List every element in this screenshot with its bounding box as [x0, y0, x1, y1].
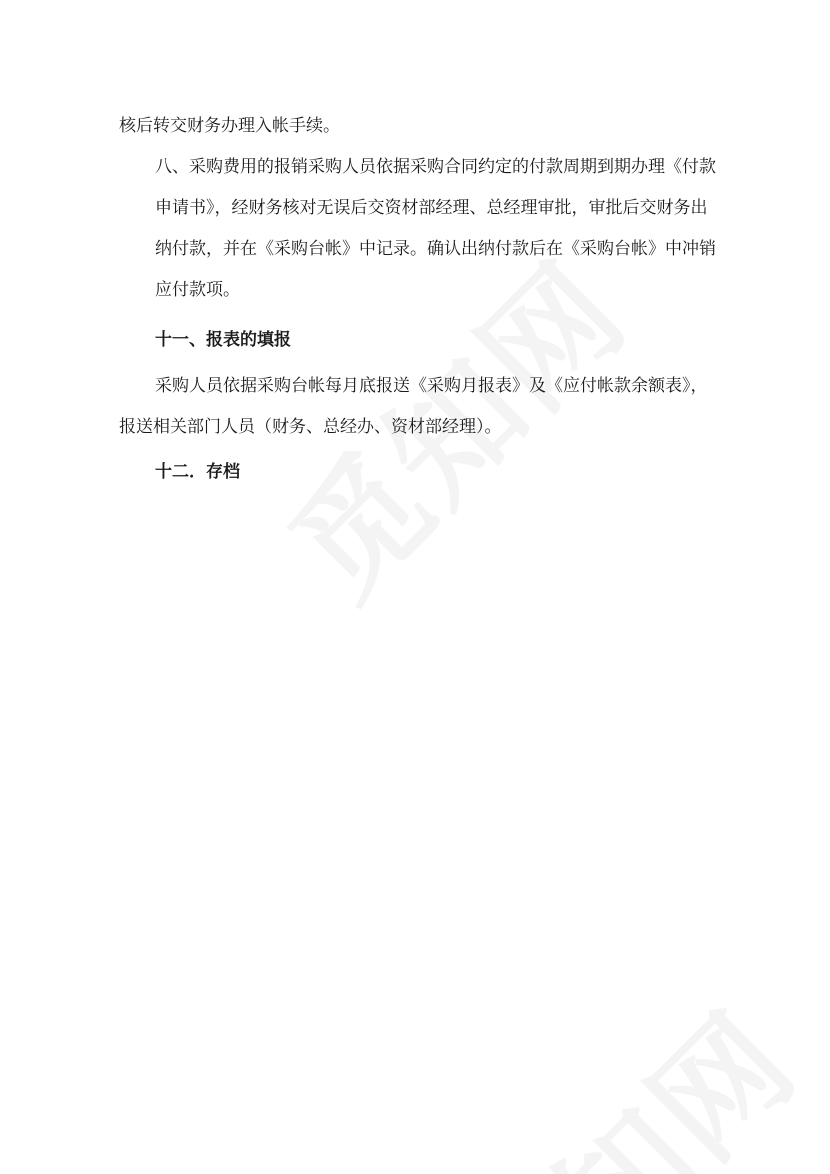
section-heading-twelve: 十二．存档 — [155, 462, 240, 482]
watermark-logo — [413, 965, 829, 1174]
paragraph-eleven-line-2: 报送相关部门人员（财务、总经办、资材部经理）。 — [119, 417, 502, 437]
section-heading-eleven: 十一、报表的填报 — [155, 330, 291, 350]
paragraph-eight-line-3: 纳付款，并在《采购台帐》中记录。确认出纳付款后在《采购台帐》中冲销 — [155, 239, 716, 259]
body-text-line: 核后转交财务办理入帐手续。 — [119, 116, 340, 136]
paragraph-eleven-line-1: 采购人员依据采购台帐每月底报送《采购月报表》及《应付帐款余额表》， — [155, 376, 708, 396]
paragraph-eight-line-4: 应付款项。 — [155, 280, 240, 300]
paragraph-eight-line-2: 申请书》，经财务核对无误后交资材部经理、总经理审批，审批后交财务出 — [155, 198, 708, 218]
paragraph-eight-line-1: 八、采购费用的报销采购人员依据采购合同约定的付款周期到期办理《付款 — [155, 157, 716, 177]
